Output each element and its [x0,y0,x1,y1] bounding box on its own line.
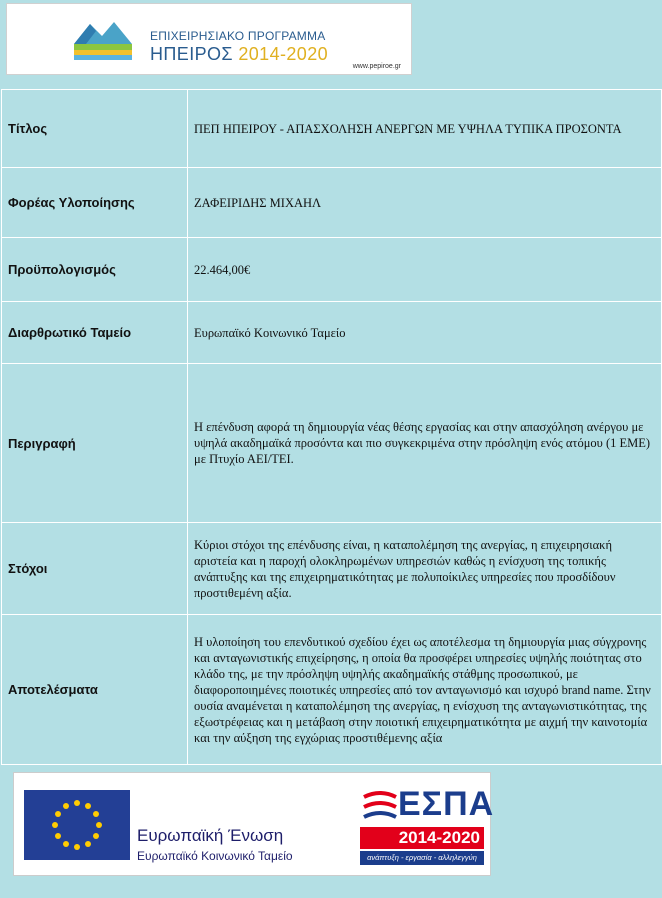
row-label-budget: Προϋπολογισμός [2,238,188,302]
row-label-implementer: Φορέας Υλοποίησης [2,168,188,238]
row-label-goals: Στόχοι [2,523,188,615]
espa-tagline: ανάπτυξη - εργασία - αλληλεγγύη [360,851,484,865]
table-row [2,364,662,523]
table-row [2,238,662,302]
row-value-budget: 22.464,00€ [188,238,662,302]
program-banner [6,3,412,75]
program-years: 2014-2020 [238,44,329,64]
project-info-table [1,89,662,765]
program-name-line [150,44,328,65]
row-label-description: Περιγραφή [2,364,188,523]
eu-fund-name: Ευρωπαϊκό Κοινωνικό Ταμείο [137,849,293,863]
row-value-description: Η επένδυση αφορά τη δημιουργία νέας θέσης εργασίας και στην απασχόληση ανέργου με υψηλά ακαδημαϊκά προσόντα και πιο συγκεκριμένα στην πρόσληψη ενός ατόμου (1 ΕΜΕ) με Πτυχίο ΑΕΙ/ΤΕΙ. [188,364,662,523]
row-value-fund: Ευρωπαϊκό Κοινωνικό Ταμείο [188,302,662,364]
epirus-mountains-logo-icon [72,14,134,64]
row-value-title: ΠΕΠ ΗΠΕΙΡΟΥ - ΑΠΑΣΧΟΛΗΣΗ ΑΝΕΡΓΩΝ ΜΕ ΥΨΗΛΑ ΤΥΠΙΚΑ ΠΡΟΣΟΝΤΑ [188,90,662,168]
program-title-line: ΕΠΙΧΕΙΡΗΣΙΑΚΟ ΠΡΟΓΡΑΜΜΑ [150,29,326,43]
row-label-title: Τίτλος [2,90,188,168]
row-value-goals: Κύριοι στόχοι της επένδυσης είναι, η καταπολέμηση της ανεργίας, η επιχειρησιακή αριστεία και η παροχή ολοκληρωμένων υπηρεσιών καθώς η ενίσχυση της τοπικής ανάπτυξης και της επιχειρηματικότητας με πολυποίκιλες υπηρεσίες που προσδίδουν προστιθεμένη αξία. [188,523,662,615]
table-row [2,168,662,238]
eu-funding-banner [13,772,495,876]
espa-years: 2014-2020 [360,827,484,849]
row-label-results: Αποτελέσματα [2,615,188,765]
program-url: www.pepiroe.gr [352,63,401,70]
row-value-results: Η υλοποίηση του επενδυτικού σχεδίου έχει ως αποτέλεσμα τη δημιουργία μιας σύγχρονης και ανταγωνιστικής επιχείρησης, η οποία θα προσφέρει υπηρεσίες υψηλής ποιότητας στο κλάδο της, με την πρόσληψη υψηλής ακαδημαϊκής στάθμης προσωπικού, με διαφοροποιημένες ποιοτικές υπηρεσίες από τον ανταγωνισμό και ισχυρό brand name. Στην ουσία αναμένεται η καταπολέμηση της ανεργίας, η ενίσχυση της ανταγωνιστικότητας, της εξωστρέφειας και η μετάβαση στην ποιοτική επιχειρηματικότητα με αιχμή την καινοτομία και την αύξηση της εγχώριας προστιθέμενης αξία [188,615,662,765]
espa-logo [360,783,495,867]
espa-swoosh-icon [362,787,398,827]
table-row [2,523,662,615]
table-row [2,90,662,168]
eu-flag-icon [24,790,130,860]
program-name: ΗΠΕΙΡΟΣ [150,44,233,64]
table-row [2,302,662,364]
row-label-fund: Διαρθρωτικό Ταμείο [2,302,188,364]
eu-name: Ευρωπαϊκή Ένωση [137,826,284,845]
espa-word: ΕΣΠΑ [398,785,495,823]
row-value-implementer: ΖΑΦΕΙΡΙΔΗΣ ΜΙΧΑΗΛ [188,168,662,238]
table-row [2,615,662,765]
